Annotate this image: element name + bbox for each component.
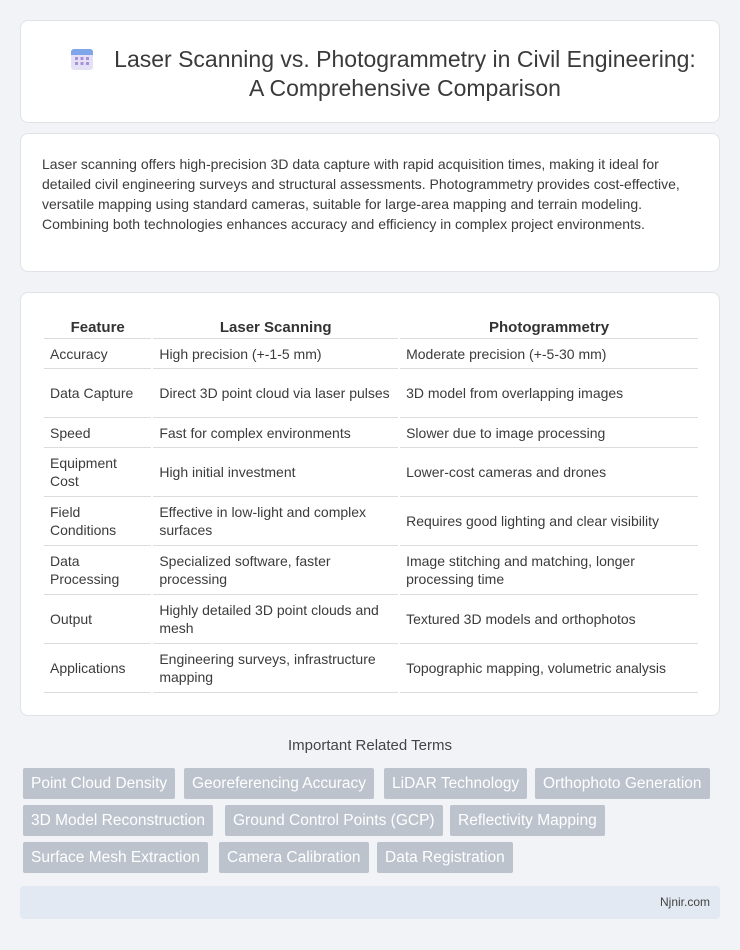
tag-ground-control-points[interactable]: Ground Control Points (GCP) bbox=[225, 805, 443, 836]
related-terms-heading: Important Related Terms bbox=[288, 737, 452, 754]
comparison-table-card bbox=[20, 292, 720, 716]
tag-point-cloud-density[interactable]: Point Cloud Density bbox=[23, 768, 175, 799]
laser-cell: Fast for complex environments bbox=[153, 418, 398, 448]
laser-cell: Direct 3D point cloud via laser pulses bbox=[153, 369, 398, 418]
comparison-table bbox=[42, 313, 700, 693]
tag-3d-model-reconstruction[interactable]: 3D Model Reconstruction bbox=[23, 805, 213, 836]
photo-cell: Topographic mapping, volumetric analysis bbox=[400, 644, 698, 693]
laser-cell: Effective in low-light and complex surfaces bbox=[153, 497, 398, 546]
photo-cell: Slower due to image processing bbox=[400, 418, 698, 448]
photo-cell: Lower-cost cameras and drones bbox=[400, 448, 698, 497]
table-row bbox=[44, 418, 698, 448]
laser-cell: High initial investment bbox=[153, 448, 398, 497]
tag-camera-calibration[interactable]: Camera Calibration bbox=[219, 842, 369, 873]
photo-cell: 3D model from overlapping images bbox=[400, 369, 698, 418]
tag-data-registration[interactable]: Data Registration bbox=[377, 842, 513, 873]
photo-cell: Image stitching and matching, longer processing time bbox=[400, 546, 698, 595]
photo-cell: Requires good lighting and clear visibility bbox=[400, 497, 698, 546]
tag-surface-mesh-extraction[interactable]: Surface Mesh Extraction bbox=[23, 842, 208, 873]
table-row bbox=[44, 497, 698, 546]
table-row bbox=[44, 546, 698, 595]
feature-cell: Data Capture bbox=[44, 369, 151, 418]
page-title: Laser Scanning vs. Photogrammetry in Civil Engineering: A Comprehensive Comparison bbox=[114, 46, 696, 101]
photo-cell: Moderate precision (+-5-30 mm) bbox=[400, 339, 698, 369]
table-header-row bbox=[44, 313, 698, 339]
header-feature: Feature bbox=[44, 313, 151, 339]
feature-cell: Speed bbox=[44, 418, 151, 448]
table-row bbox=[44, 369, 698, 418]
header-laser-scanning: Laser Scanning bbox=[153, 313, 398, 339]
feature-cell: Equipment Cost bbox=[44, 448, 151, 497]
feature-cell: Field Conditions bbox=[44, 497, 151, 546]
intro-card bbox=[20, 133, 720, 272]
footer bbox=[20, 886, 720, 919]
laser-cell: Highly detailed 3D point clouds and mesh bbox=[153, 595, 398, 644]
laser-cell: High precision (+-1-5 mm) bbox=[153, 339, 398, 369]
feature-cell: Applications bbox=[44, 644, 151, 693]
feature-cell: Data Processing bbox=[44, 546, 151, 595]
intro-paragraph: Laser scanning offers high-precision 3D data capture with rapid acquisition times, making it ideal for detailed civil engineering surveys and structural assessments. Photogrammetry provides cost-effective, versatile mapping using standard cameras, suitable for large-area mapping and terrain modeling. Combining both technologies enhances accuracy and efficiency in complex project environments. bbox=[42, 156, 680, 232]
table-row bbox=[44, 448, 698, 497]
laser-cell: Engineering surveys, infrastructure mapping bbox=[153, 644, 398, 693]
tag-orthophoto-generation[interactable]: Orthophoto Generation bbox=[535, 768, 710, 799]
table-row bbox=[44, 339, 698, 369]
title-card bbox=[20, 20, 720, 123]
footer-site-link[interactable]: Njnir.com bbox=[659, 895, 710, 909]
tag-georeferencing-accuracy[interactable]: Georeferencing Accuracy bbox=[184, 768, 374, 799]
feature-cell: Output bbox=[44, 595, 151, 644]
table-row bbox=[44, 644, 698, 693]
feature-cell: Accuracy bbox=[44, 339, 151, 369]
table-row bbox=[44, 595, 698, 644]
tag-reflectivity-mapping[interactable]: Reflectivity Mapping bbox=[450, 805, 605, 836]
photo-cell: Textured 3D models and orthophotos bbox=[400, 595, 698, 644]
header-photogrammetry: Photogrammetry bbox=[400, 313, 698, 339]
laser-cell: Specialized software, faster processing bbox=[153, 546, 398, 595]
tag-lidar-technology[interactable]: LiDAR Technology bbox=[384, 768, 527, 799]
